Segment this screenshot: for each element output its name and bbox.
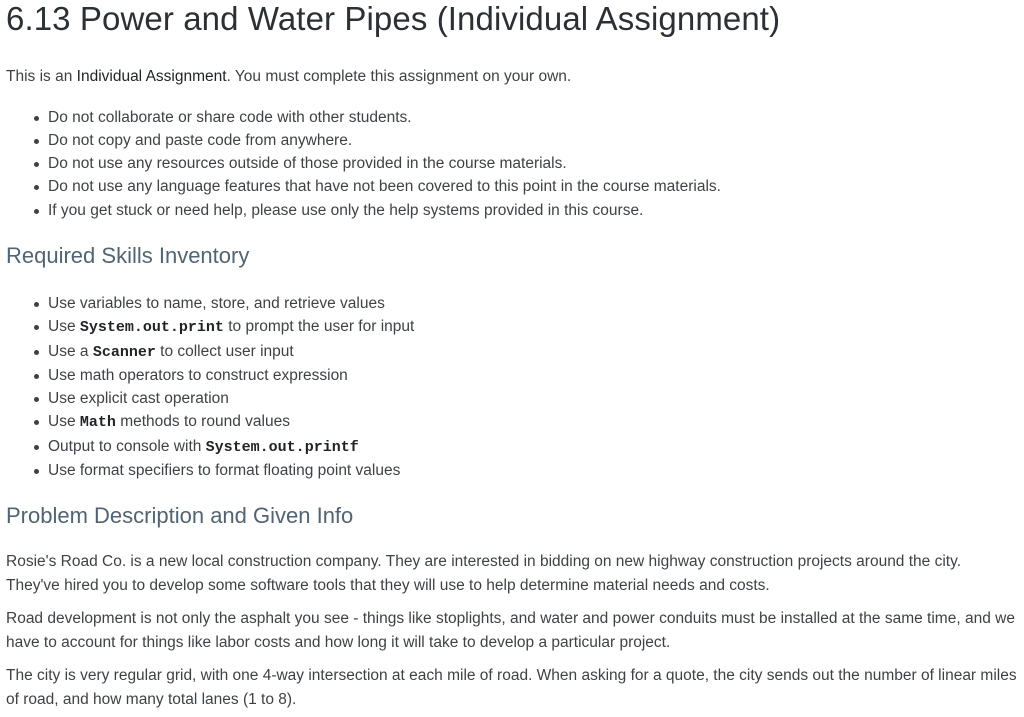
- code-system-out-printf: System.out.printf: [205, 438, 359, 456]
- skill-text: Use a: [48, 342, 93, 360]
- intro-suffix: . You must complete this assignment on your own.: [226, 68, 572, 85]
- rule-item: Do not use any resources outside of those provided in the course materials.: [48, 152, 1018, 175]
- intro-paragraph: [6, 65, 1018, 89]
- rule-item: Do not collaborate or share code with other students.: [48, 106, 1018, 129]
- intro-prefix: This is an: [6, 68, 77, 85]
- rules-list: [6, 106, 1018, 222]
- skill-text: to collect user input: [155, 342, 294, 360]
- problem-paragraph: The city is very regular grid, with one 4-way intersection at each mile of road. When asking for a quote, the city sends out the number of linear miles of road, and how many total lanes (1 to 8).: [6, 667, 1017, 708]
- problem-paragraph: Rosie's Road Co. is a new local construction company. They are interested in bidding on new highway construction projects around the city. They've hired you to develop some software tools that they will use to help determine material needs and costs.: [6, 553, 961, 594]
- skill-item: [48, 435, 1018, 459]
- problem-heading: Problem Description and Given Info: [6, 503, 354, 529]
- skill-text: to prompt the user for input: [223, 318, 415, 336]
- skill-text: methods to round values: [115, 413, 290, 431]
- code-system-out-print: System.out.print: [79, 319, 224, 337]
- skill-item: Use format specifiers to format floating point values: [48, 459, 1018, 482]
- intro-emphasis: Individual Assignment: [76, 68, 227, 85]
- code-scanner: Scanner: [92, 343, 156, 361]
- skill-item: [48, 410, 1018, 434]
- skill-item: [48, 315, 1018, 339]
- rule-item: Do not use any language features that have not been covered to this point in the course materials.: [48, 175, 1018, 198]
- skill-item: [48, 340, 1018, 364]
- skill-item: Use variables to name, store, and retrieve values: [48, 292, 1018, 315]
- skill-item: Use explicit cast operation: [48, 387, 1018, 410]
- code-math: Math: [79, 414, 116, 432]
- skill-text: Output to console with: [48, 437, 206, 455]
- problem-paragraph: Road development is not only the asphalt you see - things like stoplights, and water and power conduits must be installed at the same time, and we have to account for things like labor costs and how long it will take to develop a particular project.: [6, 610, 1015, 651]
- rule-item: Do not copy and paste code from anywhere.: [48, 129, 1018, 152]
- skill-text: Use: [48, 318, 80, 336]
- page-title: 6.13 Power and Water Pipes (Individual Assignment): [6, 0, 781, 37]
- skills-list: [6, 292, 1018, 482]
- skill-text: Use: [48, 413, 80, 431]
- skill-item: Use math operators to construct expression: [48, 364, 1018, 387]
- skills-heading: Required Skills Inventory: [6, 242, 250, 268]
- rule-item: If you get stuck or need help, please use only the help systems provided in this course.: [48, 199, 1018, 222]
